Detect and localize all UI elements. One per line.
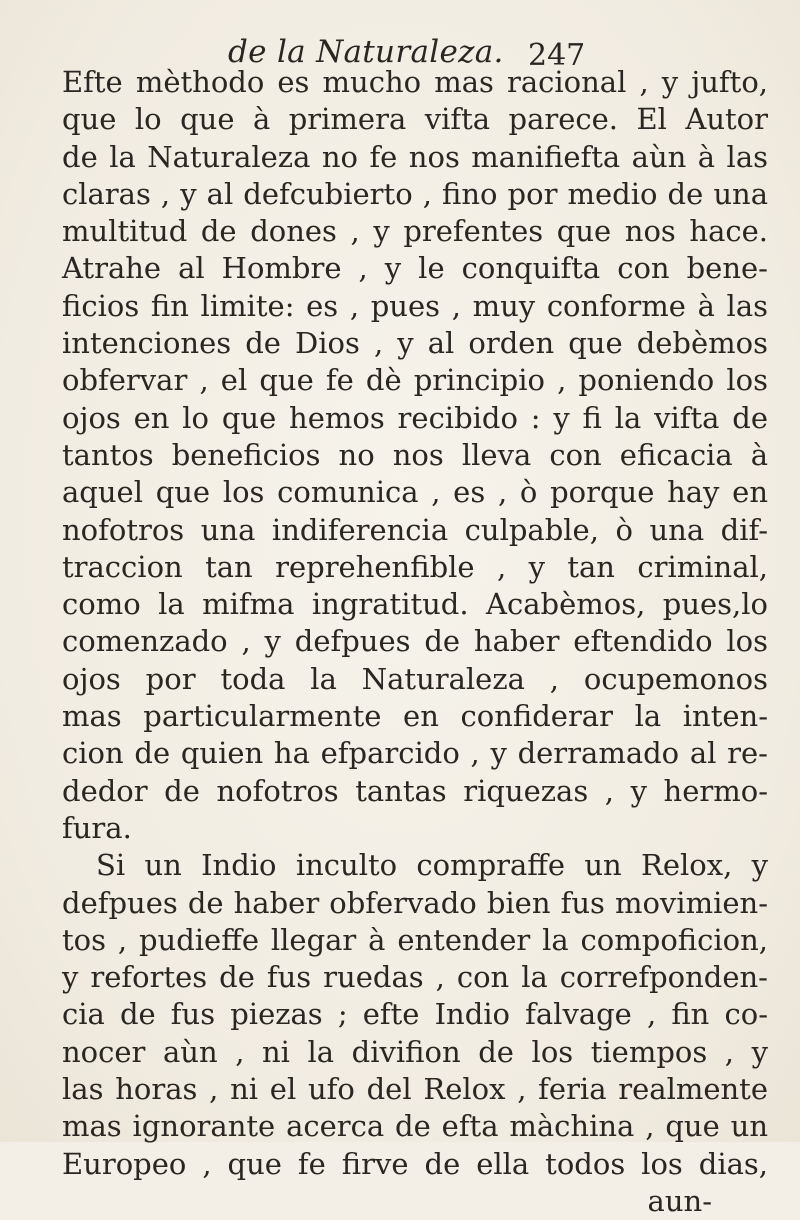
paragraph-1 — [62, 64, 768, 847]
text-line: Atrahe al Hombre , y le conquifta con bene- — [62, 251, 768, 286]
text-line: aquel que los comunica , es , ò porque hay en — [62, 475, 768, 510]
text-line: ojos por toda la Naturaleza , ocupemonos — [62, 661, 768, 696]
text-line: nocer aùn , ni la divifion de los tiempos , y — [62, 1034, 768, 1069]
text-line: que lo que à primera vifta parece. El Autor — [62, 102, 768, 137]
text-line: comenzado , y defpues de haber eftendido los — [62, 624, 768, 659]
text-line: de la Naturaleza no fe nos manifiefta aùn à las — [62, 139, 768, 174]
text-line: traccion tan reprehenfible , y tan criminal, — [62, 549, 768, 584]
page-number: 247 — [528, 38, 586, 73]
text-line: defpues de haber obfervado bien fus movimien- — [62, 885, 768, 920]
text-line: tos , pudieffe llegar à entender la compoficion, — [62, 922, 768, 957]
text-line: mas particularmente en confiderar la inten- — [62, 699, 768, 734]
paragraph-2 — [62, 847, 768, 1183]
text-line: y refortes de fus ruedas , con la correfponden- — [62, 960, 768, 995]
text-line: cia de fus piezas ; efte Indio falvage , fin co- — [62, 997, 768, 1032]
text-line: ojos en lo que hemos recibido : y fi la vifta de — [62, 400, 768, 435]
text-line: obfervar , el que fe dè principio , poniendo los — [62, 363, 768, 398]
text-line: nofotros una indiferencia culpable, ò una dif- — [62, 512, 768, 547]
text-line: ficios fin limite: es , pues , muy conforme à las — [62, 288, 768, 323]
text-line: fura. — [62, 810, 132, 845]
text-line: tantos beneficios no nos lleva con eficacia à — [62, 437, 768, 472]
running-title: de la Naturaleza. — [228, 34, 504, 70]
text-line: mas ignorante acerca de efta màchina , que un — [62, 1109, 768, 1144]
text-line: Si un Indio inculto compraffe un Relox, y — [96, 848, 768, 883]
text-line: Efte mèthodo es mucho mas racional , y jufto, — [62, 65, 768, 99]
text-line: Europeo , que fe firve de ella todos los dias, — [62, 1146, 768, 1181]
text-line: como la mifma ingratitud. Acabèmos, pues,lo — [62, 587, 768, 622]
text-line: las horas , ni el ufo del Relox , feria realmente — [62, 1072, 768, 1107]
text-line: dedor de nofotros tantas riquezas , y hermo- — [62, 773, 768, 808]
text-line: claras , y al defcubierto , fino por medio de una — [62, 176, 768, 211]
text-line: multitud de dones , y prefentes que nos hace. — [62, 214, 768, 249]
text-line: intenciones de Dios , y al orden que debèmos — [62, 326, 768, 361]
catchword: aun- — [647, 1183, 712, 1218]
text-line: cion de quien ha efparcido , y derramado al re- — [62, 736, 768, 771]
body-text — [62, 64, 768, 1220]
